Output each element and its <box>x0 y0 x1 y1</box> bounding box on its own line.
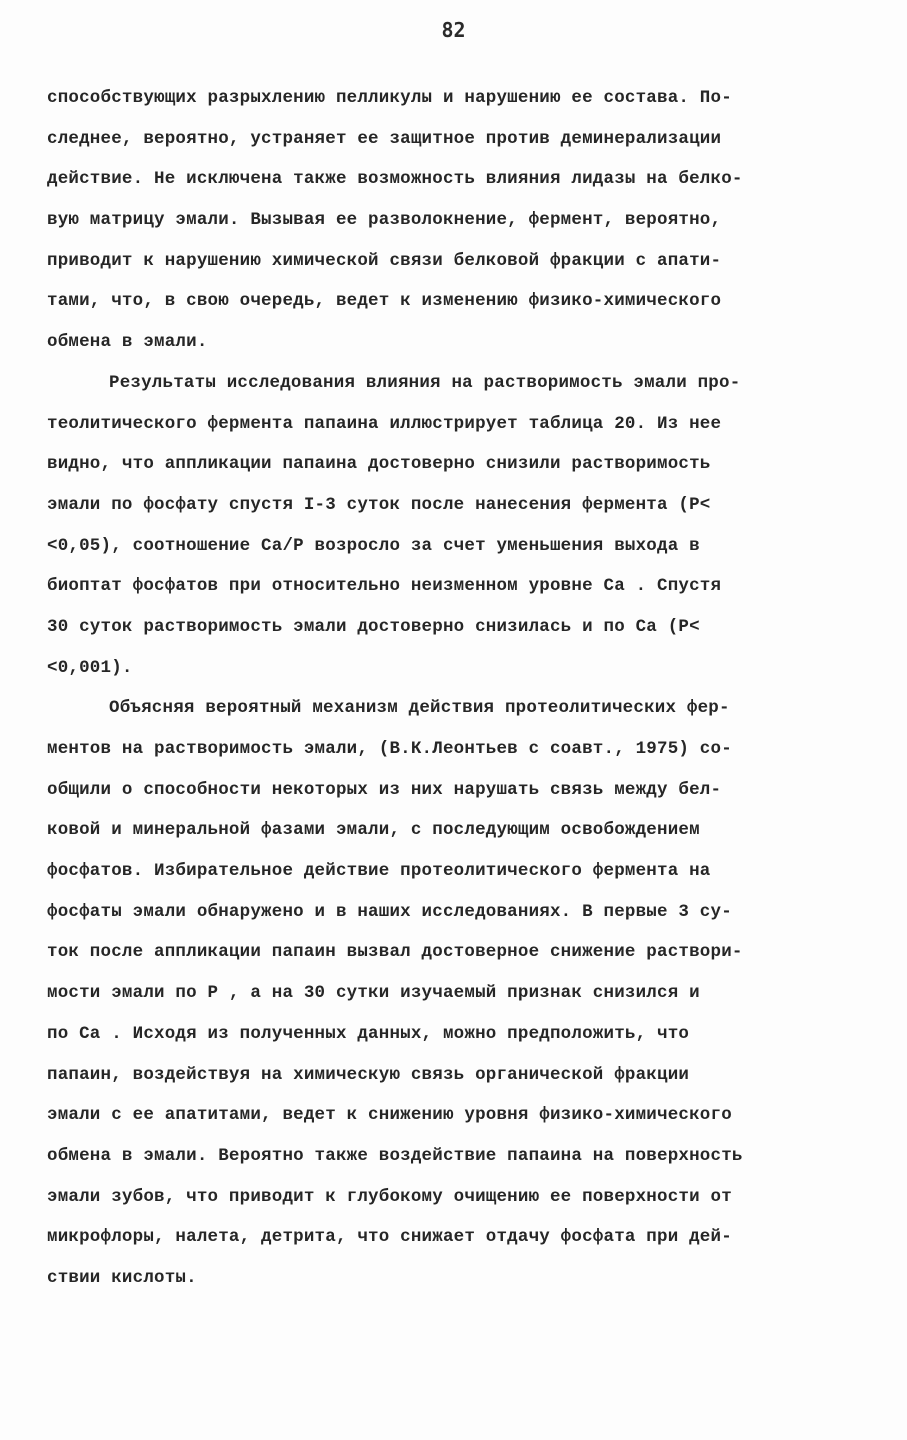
text-line: фосфатов. Избирательное действие протеолитического фермента на <box>47 861 711 882</box>
text-line: по Ca . Исходя из полученных данных, можно предположить, что <box>47 1023 690 1044</box>
text-line: биоптат фосфатов при относительно неизменном уровне Ca . Спустя <box>47 576 722 597</box>
text-line: микрофлоры, налета, детрита, что снижает отдачу фосфата при дей- <box>47 1227 732 1248</box>
text-line: обмена в эмали. Вероятно также воздействие папаина на поверхность <box>47 1145 743 1166</box>
text-line: папаин, воздействуя на химическую связь органической фракции <box>47 1064 690 1085</box>
text-line: тами, что, в свою очередь, ведет к изменению физико-химического <box>47 291 722 312</box>
text-line: следнее, вероятно, устраняет ее защитное против деминерализации <box>47 128 722 149</box>
text-line: Результаты исследования влияния на растворимость эмали про- <box>109 372 741 393</box>
body-text <box>47 78 877 1299</box>
text-line: эмали с ее апатитами, ведет к снижению уровня физико-химического <box>47 1105 732 1126</box>
text-line: способствующих разрыхлению пелликулы и нарушению ее состава. По- <box>47 88 732 108</box>
text-line: вую матрицу эмали. Вызывая ее разволокнение, фермент, вероятно, <box>47 210 722 231</box>
text-line: ток после аппликации папаин вызвал достоверное снижение раствори- <box>47 942 743 963</box>
page-number: 82 <box>441 18 466 42</box>
text-line: ковой и минеральной фазами эмали, с последующим освобождением <box>47 820 700 841</box>
text-line: эмали по фосфату спустя I-3 суток после нанесения фермента (P< <box>47 494 711 515</box>
text-line: видно, что аппликации папаина достоверно снизили растворимость <box>47 454 711 475</box>
text-line: обмена в эмали. <box>47 332 208 353</box>
text-line: <0,001). <box>47 657 133 678</box>
text-line: ствии кислоты. <box>47 1267 197 1288</box>
text-line: эмали зубов, что приводит к глубокому очищению ее поверхности от <box>47 1186 732 1207</box>
text-line: мости эмали по P , а на 30 сутки изучаемый признак снизился и <box>47 983 700 1004</box>
text-line: приводит к нарушению химической связи белковой фракции с апати- <box>47 250 722 271</box>
text-line: ментов на растворимость эмали, (В.К.Леонтьев с соавт., 1975) со- <box>47 739 732 759</box>
text-line: теолитического фермента папаина иллюстрирует таблица 20. Из нее <box>47 413 722 434</box>
text-line: фосфаты эмали обнаружено и в наших исследованиях. В первые 3 су- <box>47 901 732 922</box>
text-line: действие. Не исключена также возможность влияния лидазы на белко- <box>47 169 743 190</box>
text-line: 30 суток растворимость эмали достоверно снизилась и по Ca (P< <box>47 616 700 637</box>
text-line: <0,05), соотношение Ca/P возросло за счет уменьшения выхода в <box>47 535 700 556</box>
text-line: Объясняя вероятный механизм действия протеолитических фер- <box>109 698 730 719</box>
text-line: общили о способности некоторых из них нарушать связь между бел- <box>47 779 722 800</box>
